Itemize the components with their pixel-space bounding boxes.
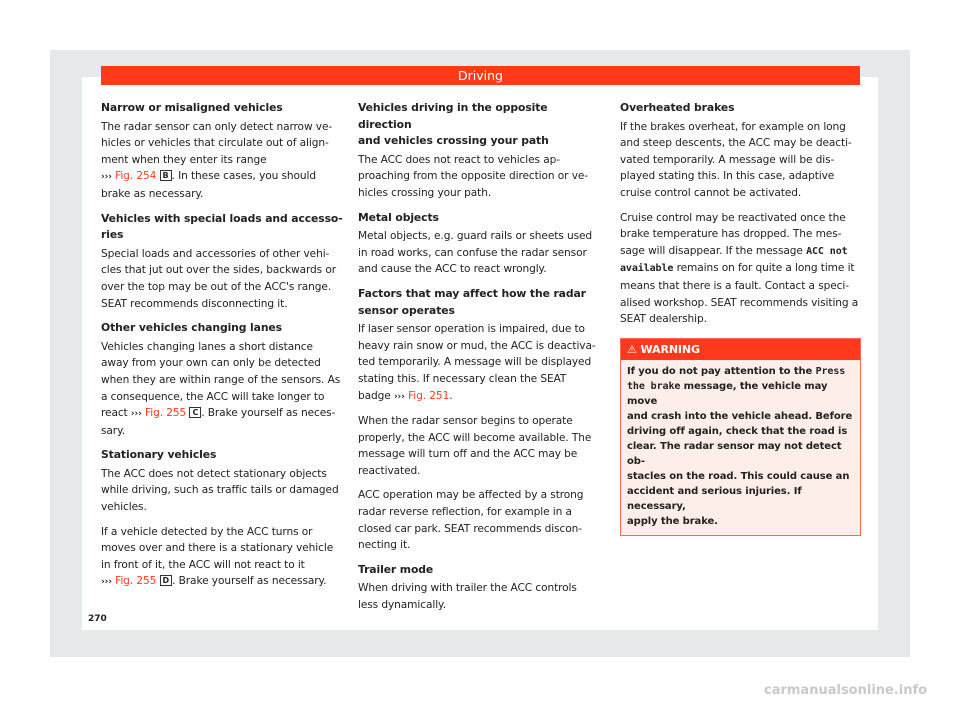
section-heading: Stationary vehicles [101,448,217,462]
section-trailer-mode [358,562,603,614]
ref-arrow-icon: ››› [393,391,405,402]
section-text [620,210,860,328]
section-text: If the brakes overheat, for example on long and steep descents, the ACC may be deacti- vated temporarily. A message will be dis- played stating this. In this case, adaptive cruise control cannot be activated. [620,120,852,199]
section-text: The ACC does not detect stationary objects while driving, such as traffic tails or damaged vehicles. [101,467,339,514]
figure-label: B [160,170,172,181]
column-3 [620,100,860,536]
section-heading: Narrow or misaligned vehicles [101,101,283,114]
section-changing-lanes [101,320,346,439]
figure-link[interactable]: Fig. 254 [115,170,157,183]
section-special-loads [101,211,346,313]
section-heading: Vehicles with special loads and accesso- ries [101,211,343,242]
text: Vehicles changing lanes a short distance away from your own can only be detected when they are within range of the sensors. As a consequence, the ACC will take longer to react [101,340,341,420]
section-metal-objects [358,210,603,278]
section-stationary [101,447,346,591]
text: The radar sensor can only detect narrow ve- hicles or vehicles that circulate out of align- ment when they enter its range [101,120,333,166]
section-narrow-vehicles [101,100,346,203]
text: If laser sensor operation is impaired, due to heavy rain snow or mud, the ACC is deactiva- ted temporarily. A message will be displayed stating this. If necessary clean the SEAT badge [358,323,596,402]
section-text: The ACC does not react to vehicles ap- proaching from the opposite direction or ve- hicles crossing your path. [358,153,589,199]
section-text [358,321,603,405]
section-text [101,119,346,203]
section-heading: Factors that may affect how the radar sensor operates [358,286,586,317]
text: Cruise control may be reactivated once the brake temperature has dropped. The mes- sage will disappear. If the message [620,211,846,257]
section-heading: Other vehicles changing lanes [101,321,282,335]
figure-link[interactable]: Fig. 255 [145,407,187,420]
text: remains on for quite a long time it means that there is a fault. Contact a speci- alised workshop. SEAT recommends visiting a SEAT dealership. [620,262,859,326]
figure-label: D [160,575,173,586]
section-radar-factors [358,286,603,554]
warning-text [621,360,860,535]
column-2 [358,100,603,622]
warning-box [620,338,861,536]
text: . [449,389,453,402]
watermark: carmanualsonline.info [764,683,928,698]
figure-link[interactable]: Fig. 251 [408,389,450,402]
ref-arrow-icon: ››› [130,409,142,420]
section-header: Driving [101,66,860,85]
display-message: Press the brake [627,365,846,392]
text: message, the vehicle may move and crash into the vehicle ahead. Before driving off again, check that the road is clear. The radar sensor may not detect ob- stacles on the road. This could cause an accident and serious injuries. If necessary, apply the brake. [627,380,853,527]
section-text [101,339,346,440]
section-heading: Overheated brakes [620,101,735,114]
ref-arrow-icon: ››› [101,577,112,588]
section-text [101,524,346,591]
warning-title: WARNING [640,342,700,356]
page-number: 270 [88,614,107,624]
section-text: When the radar sensor begins to operate properly, the ACC will become available. The message will turn off and the ACC may be reactivated. [358,415,592,477]
text: . Brake yourself as neces- sary. [101,407,336,437]
section-text: When driving with trailer the ACC controls less dynamically. [358,582,577,612]
section-text: Special loads and accessories of other vehi- cles that jut out over the sides, backwards or over the top may be out of the ACC's range. SEAT recommends disconnecting it. [101,247,337,310]
display-message: ACC not available [620,245,848,275]
ref-arrow-icon: ››› [101,172,112,183]
text: If you do not pay attention to the [627,365,816,377]
section-overheated-brakes [620,100,860,328]
section-text: Metal objects, e.g. guard rails or sheets used in road works, can confuse the radar sensor and cause the ACC to react wrongly. [358,230,593,276]
figure-link[interactable]: Fig. 255 [115,575,157,588]
figure-label: C [189,407,201,418]
text: . Brake yourself as necessary. [172,575,327,588]
warning-header [621,339,860,360]
text: If a vehicle detected by the ACC turns or moves over and there is a stationary vehicle in front of it, the ACC will not react to it [101,525,334,571]
section-opposite-direction [358,100,603,202]
section-heading: Vehicles driving in the opposite direction and vehicles crossing your path [358,101,549,148]
text: . In these cases, you should brake as necessary. [101,170,317,200]
column-1 [101,100,346,599]
warning-triangle-icon: ⚠ [627,342,637,356]
section-heading: Trailer mode [358,562,434,576]
section-text: ACC operation may be affected by a strong radar reverse reflection, for example in a closed car park. SEAT recommends discon- necting it. [358,489,584,552]
section-heading: Metal objects [358,210,439,224]
